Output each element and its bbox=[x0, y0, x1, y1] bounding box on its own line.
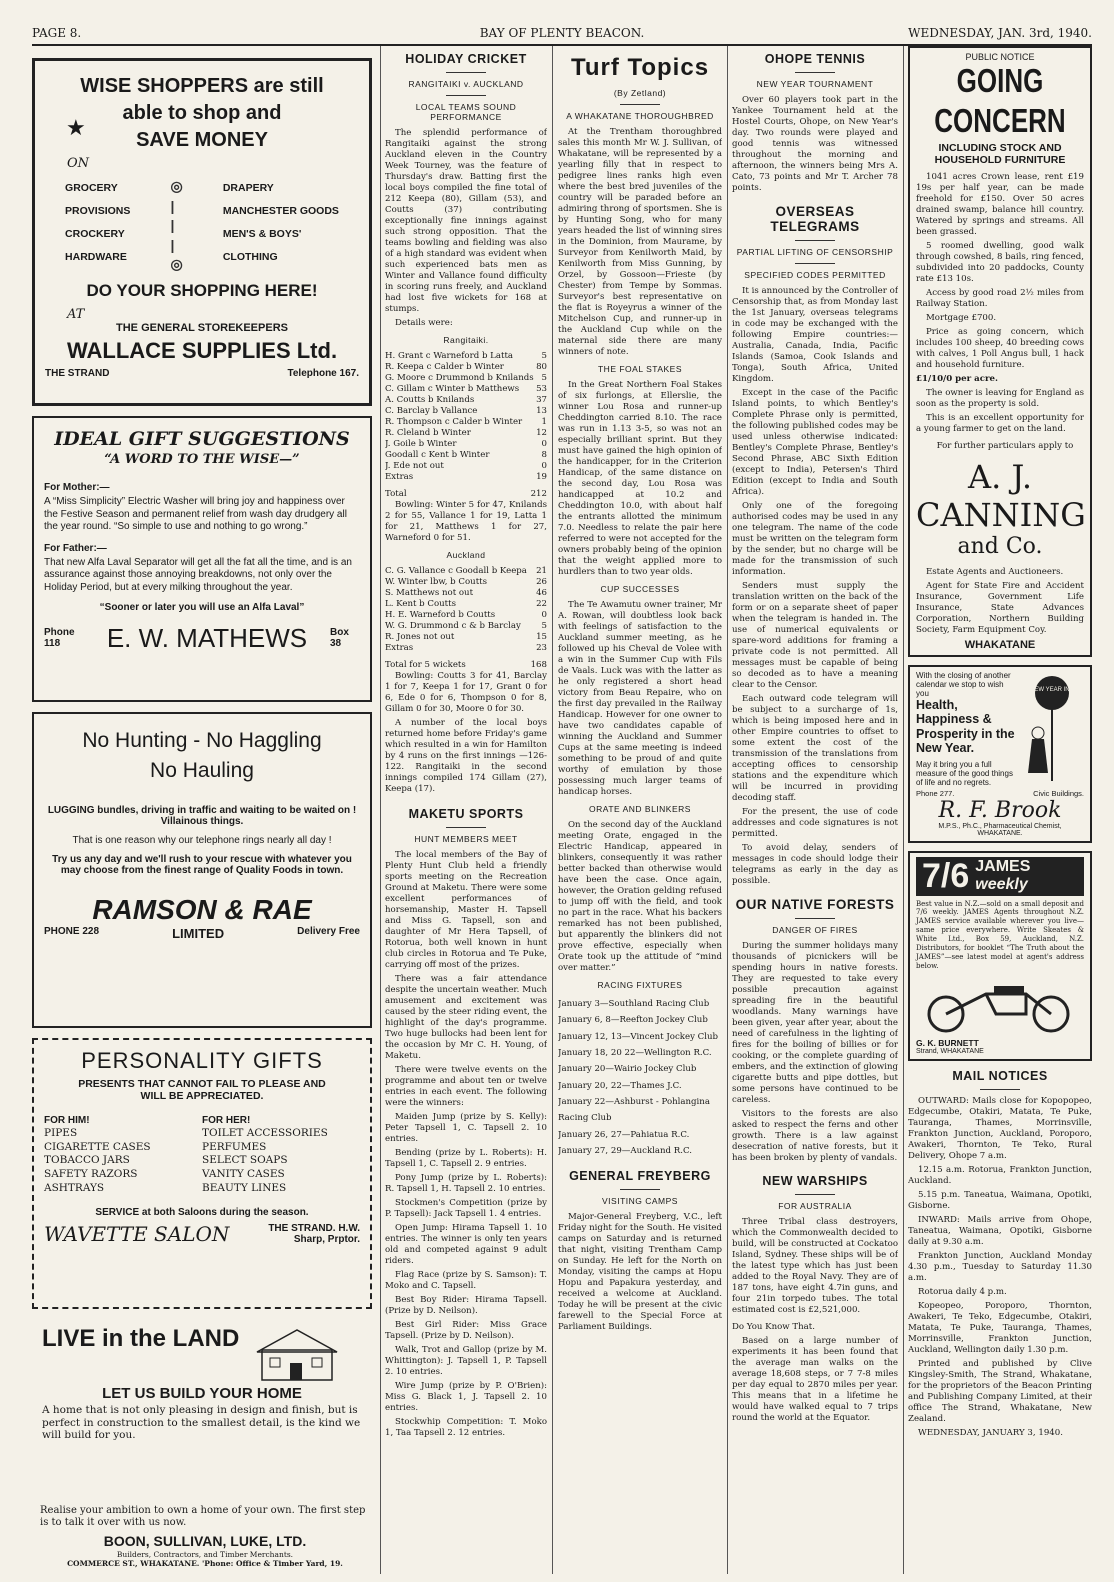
maketu-para: Stockwhip Competition: T. Moko 1, Taa Tapsell 2. 12 entries. bbox=[385, 1417, 547, 1438]
james-ad bbox=[908, 851, 1092, 1062]
score-row: J. Ede not out 0 bbox=[385, 461, 547, 471]
score-row: W. Winter lbw, b Coutts 26 bbox=[385, 577, 547, 587]
forests-subtitle: DANGER OF FIRES bbox=[772, 925, 858, 935]
score-total: Total for 5 wickets 168 bbox=[385, 660, 547, 670]
imprint-date: WEDNESDAY, JANUARY 3, 1940. bbox=[918, 1428, 1063, 1439]
issue-date: WEDNESDAY, JAN. 3rd, 1940. bbox=[908, 26, 1092, 40]
tennis-subtitle: NEW YEAR TOURNAMENT bbox=[756, 79, 874, 89]
concern-para: This is an excellent opportunity for a young farmer to get on the land. bbox=[916, 413, 1084, 434]
score-total: Total 212 bbox=[385, 489, 547, 499]
mathews-title: IDEAL GIFT SUGGESTIONS bbox=[54, 428, 350, 450]
score-row: Extras 19 bbox=[385, 472, 547, 482]
turf-section-foal: THE FOAL STAKES bbox=[597, 364, 683, 374]
boon-live-headline: LIVE in the LAND bbox=[42, 1325, 240, 1352]
telegrams-para: Each outward code telegram will be subject to a surcharge of 1s, which is being imposed here and in other Empire countries to offset to some extent the cost of the transmission of the translations from accepting offices to censorship stations and the expenditure which will be incurred in providing decoding staff. bbox=[732, 694, 898, 803]
tennis-para: Over 60 players took part in the Yankee Tournament held at the Hostel Courts, Ohope, on New Year's day. Two rounds were played and good tennis was witnessed throughout the morning and afternoon, the winners being Mrs A. Cato, 73 points and Mr T. Archer 78 points. bbox=[732, 95, 898, 193]
fixture-item: January 12, 13—Vincent Jockey Club bbox=[558, 1031, 719, 1042]
maketu-para: Open Jump: Hirama Tapsell 1. 10 entries. The winner is only ten years old and competed against 9 adult riders. bbox=[385, 1223, 547, 1266]
boon-let-us: LET US BUILD YOUR HOME bbox=[102, 1385, 302, 1402]
motorcycle-illustration-icon bbox=[916, 974, 1086, 1034]
ramson-name: RAMSON & RAE bbox=[92, 893, 312, 925]
score-row: C. Gillam c Winter b Matthews 53 bbox=[385, 384, 547, 394]
freyberg-title: GENERAL FREYBERG bbox=[569, 1169, 711, 1184]
auckland-scorecard bbox=[385, 566, 547, 671]
masthead bbox=[32, 24, 1092, 46]
concern-para: 5 roomed dwelling, good walk through cowshed, 8 bails, ring fenced, subdivided into 20 paddocks, County rate £13 10s. bbox=[916, 241, 1084, 284]
brook-phone: Phone 277. bbox=[916, 788, 955, 798]
imprint: Printed and published by Clive Kingsley-Smith, The Strand, Whakatane, for the proprietors of the Beacon Printing and Publishing Company Limited, at their office The Strand, Whakatane, New Zealand. bbox=[908, 1359, 1092, 1425]
going-concern-notice bbox=[908, 46, 1092, 657]
turf-para-2: In the Great Northern Foal Stakes of six furlongs, at Ellerslie, the winner Lou Rosa and runner-up Cheddington carried 8.10. The race was run in 1.13 3-5, so was not an especially brilliant sprint. But they must have gained the high opinion of the handicapper, for in the Criterion Handicap, of the same distance on the second day, Lou Rosa was handicapped at 10.2 and Cheddington 10.0, with about half the entrants allotted the minimum 7.0. Needless to relate the pair here referred to were not accepted for the owners probably being of the opinion that the weight applied more to hurdlers than to two year olds. bbox=[558, 380, 722, 577]
wallace-storekeepers: THE GENERAL STOREKEEPERS bbox=[116, 322, 288, 335]
canning-estate: Estate Agents and Auctioneers. bbox=[926, 567, 1064, 577]
wallace-cta: DO YOUR SHOPPING HERE! bbox=[86, 280, 318, 300]
maketu-para: Wire Jump (prize by P. O'Brien): Miss G. Black 1, J. Tapsell 2. 10 entries. bbox=[385, 1381, 547, 1413]
going-concern-title: GOING CONCERN bbox=[934, 60, 1066, 140]
cricket-column bbox=[385, 46, 547, 1574]
ramson-headline: No Hunting - No Haggling No Hauling bbox=[82, 729, 322, 783]
boon-trade: Builders, Contractors, and Timber Merchants. bbox=[116, 1549, 294, 1559]
forests-para: Visitors to the forests are also asked to respect the ferns and other growth. There is a law against desecration of native forests, but it has been broken by plenty of vandals. bbox=[732, 1109, 898, 1163]
score-row: W. G. Drummond c & b Barclay 5 bbox=[385, 621, 547, 631]
wallace-name: WALLACE SUPPLIES Ltd. bbox=[66, 338, 338, 364]
turf-title: Turf Topics bbox=[570, 54, 710, 81]
mail-para: INWARD: Mails arrive from Ohope, Taneatua, Waimana, Opotiki, Gisborne daily at 9.30 a.m. bbox=[908, 1215, 1092, 1248]
newspaper-title: BAY OF PLENTY BEACON. bbox=[479, 26, 645, 40]
boon-text-2: Realise your ambition to own a home of your own. The first step is to talk it over with us now. bbox=[40, 1505, 366, 1528]
fixture-item: January 26, 27—Pahiatua R.C. bbox=[558, 1129, 690, 1140]
maketu-para: Best Girl Rider: Miss Grace Tapsell. (Prize by D. Neilson). bbox=[385, 1320, 547, 1341]
tennis-title: OHOPE TENNIS bbox=[764, 52, 866, 66]
maketu-para: Flag Race (prize by S. Samson): T. Moko and C. Tapsell. bbox=[385, 1270, 547, 1291]
fixture-item: January 3—Southland Racing Club bbox=[558, 999, 710, 1009]
wavette-name: WAVETTE SALON bbox=[44, 1222, 230, 1247]
turf-section-orate: ORATE AND BLINKERS bbox=[589, 804, 691, 814]
mail-para: Frankton Junction, Auckland Monday 4.30 p.m., Tuesday to Saturday 11.30 a.m. bbox=[908, 1251, 1092, 1284]
concern-para: The owner is leaving for England as soon as the property is sold. bbox=[916, 388, 1084, 409]
ramson-limited: LIMITED bbox=[172, 925, 225, 941]
ramson-delivery: Delivery Free bbox=[297, 925, 360, 937]
james-name: JAMES bbox=[975, 858, 1031, 875]
mail-para: 5.15 p.m. Taneatua, Waimana, Opotiki, Gisborne. bbox=[908, 1190, 1092, 1212]
turf-subtitle: A WHAKATANE THOROUGHBRED bbox=[566, 111, 714, 121]
score-row: Extras 23 bbox=[385, 643, 547, 653]
brook-greeting: Health, Happiness & Prosperity in the New Year. bbox=[916, 698, 1015, 756]
cricket-para-2: A number of the local boys returned home before Friday's game which resulted in a win for Hamilton by 4 runs on the first innings —126-122. Rangitaiki in the second innings compiled 174 Gillam (27), Keepa (17). bbox=[385, 718, 547, 794]
mathews-name: E. W. MATHEWS bbox=[106, 622, 308, 653]
ramson-telephone: That is one reason why our telephone rings nearly all day ! bbox=[72, 834, 332, 846]
wallace-street: THE STRAND bbox=[45, 368, 110, 380]
telegrams-subtitle-2: SPECIFIED CODES PERMITTED bbox=[744, 270, 886, 280]
brook-credentials: M.P.S., Ph.C., Pharmaceutical Chemist, WHAKATANE. bbox=[938, 822, 1062, 837]
turf-byline: (By Zetland) bbox=[613, 88, 667, 98]
canning-name: A. J. CANNING bbox=[916, 458, 1086, 534]
wallace-phone: Telephone 167. bbox=[287, 368, 359, 380]
mail-para: 12.15 a.m. Rotorua, Frankton Junction, Auckland. bbox=[908, 1165, 1092, 1187]
mathews-father-text: That new Alfa Laval Separator will get all the fat all the time, and is an assurance against those annoying breakdowns, not only over the Holiday Period, but at every milking throughout the year. bbox=[44, 556, 352, 593]
concern-para: Price as going concern, which includes 100 sheep, 40 breeding cows with calves, 1 Poll Angus bull, 1 hack and household furniture. bbox=[916, 327, 1084, 370]
mail-para: Kopeopeo, Poroporo, Thornton, Awakeri, Te Teko, Edgecumbe, Otakiri, Matata, Te Puke, Tauranga, Thames, Morrinsville, Frankton Junction, Auckland, Wellington daily 1.30 p.m. bbox=[908, 1301, 1092, 1356]
forests-title: OUR NATIVE FORESTS bbox=[735, 897, 895, 912]
score-row: A. Coutts b Knilands 37 bbox=[385, 395, 547, 405]
ramson-ad bbox=[32, 712, 372, 1028]
maketu-para: Best Boy Rider: Hirama Tapsell. (Prize by D. Neilson). bbox=[385, 1295, 547, 1316]
turf-para-1: At the Trentham thoroughbred sales this month Mr W. J. Sullivan, of Whakatane, will be represented by a yearling filly that in respect to pedigree lines ranks high even where the best bred juveniles of the country will be paraded before an admiring throng of sportsmen. She is by Hunting Song, who for many years headed the list of winning sires in the Dominion, from Maurame, by Surveyor from Kenilworth Maid, by Kenilworth from Miss Gunning, by Orzel, by Gossoon—Frieste (by Chester) from Tempe by Sommas. Surveyor's best representative on the flat is Royeyrus a winner of the Mitchelson Cup, and runner-up in the Auckland Cup while on the maternal side there are many winners of note. bbox=[558, 127, 722, 357]
maketu-para: Stockmen's Competition (prize by P. Tapsell): Jack Tapsell 1. 4 entries. bbox=[385, 1198, 547, 1219]
cricket-para-1: The splendid performance of Rangitaiki against the strong Auckland eleven in the Country Week Tourney, was the feature of Thursday's draw. Batting first the local boys compiled the fine total of 212 Keepa (80), Gillam (53), and Coutts (37) contributing exceptionally fine innings against such strong opposition. That the teams bowling and fielding was also of a high standard was evident when such experienced bats men as Winter and Vallance found difficulty in scoring runs freely, and Auckland had lost five wickets for 168 at stumps. bbox=[385, 128, 547, 314]
brook-intro: With the closing of another calendar we stop to wish you bbox=[916, 671, 1011, 698]
chain-ornament-icon: ◎ | | | ◎ bbox=[170, 178, 183, 273]
mail-para: Rotorua daily 4 p.m. bbox=[918, 1287, 1007, 1298]
freyberg-para: Major-General Freyberg, V.C., left Friday night for the South. He visited camps on Saturday and is returned that night, visiting Trentham Camp on Sunday. He left for the North on Monday, visiting the camps at Hopu Hopu and Papakura yesterday, and received a welcome at Auckland. Today he will be present at the civic farewell to the Special Force at Parliament Buildings. bbox=[558, 1212, 722, 1333]
boon-address: COMMERCE ST., WHAKATANE. 'Phone: Office & Timber Yard, 19. bbox=[67, 1558, 343, 1568]
warships-subtitle: FOR AUSTRALIA bbox=[778, 1201, 852, 1211]
telegrams-para: Senders must supply the translation written on the back of the form or on a separate sheet of paper when the telegram is handed in. The use of numerical equivalents or spare-word additions for framing a private code is not permitted. All messages must be capable of being so decoded as to have a meaning clear to the Censor. bbox=[732, 581, 898, 690]
news-column bbox=[732, 46, 898, 1574]
house-illustration-icon bbox=[242, 1325, 362, 1385]
brook-wish: May it bring you a full measure of the good things of life and no regrets. bbox=[916, 759, 1013, 787]
fixture-item: January 20—Wairio Jockey Club bbox=[558, 1064, 697, 1075]
boon-ad bbox=[32, 1319, 372, 1501]
brook-ad bbox=[908, 665, 1092, 843]
know-title: Do You Know That. bbox=[732, 1322, 815, 1332]
wallace-departments: GROCERY PROVISIONS CROCKERY HARDWARE ◎ | | | ◎ DRAPERY MANCHESTER GOODS MEN'S & BOYS' CLOTHING bbox=[45, 177, 359, 275]
maketu-para: There were twelve events on the programme and about ten or twelve entries in each event. The following were the winners: bbox=[385, 1065, 547, 1108]
freyberg-subtitle: VISITING CAMPS bbox=[602, 1196, 678, 1207]
wavette-her-heading: FOR HER! bbox=[202, 1115, 251, 1126]
fixture-item: January 18, 20 22—Wellington R.C. bbox=[558, 1047, 712, 1058]
cricket-title: HOLIDAY CRICKET bbox=[405, 52, 527, 66]
telegrams-para: To avoid delay, senders of messages in code should lodge their telegrams as early in the day as possible. bbox=[732, 843, 898, 886]
wallace-ad bbox=[32, 58, 372, 406]
mathews-father-heading: For Father:— bbox=[44, 542, 107, 554]
ramson-try-us: Try us any day and we'll rush to your rescue with whatever you may choose from the finest range of Quality Foods in town. bbox=[52, 853, 352, 876]
ramson-phone: PHONE 228 bbox=[44, 925, 100, 937]
mail-notices bbox=[908, 1069, 1092, 1439]
rangitaiki-scorecard bbox=[385, 351, 547, 500]
wavette-subtitle: PRESENTS THAT CANNOT FAIL TO PLEASE AND WILL BE APPRECIATED. bbox=[78, 1078, 326, 1102]
canning-co: and Co. bbox=[957, 534, 1043, 559]
inn-sign-illustration-icon bbox=[1020, 673, 1084, 783]
warships-para: Three Tribal class destroyers, which the Commonwealth decided to build, will be constructed at Cockatoo Island, Sydney. These ships will be of the latest type which has just been added to the Royal Navy. They are of 187 tons, have eight 4.7in guns, and four 21in torpedo tubes. The total estimated cost is £2,521,000. bbox=[732, 1217, 898, 1315]
telegrams-para: It is announced by the Controller of Censorship that, as from Monday last the 1st January, overseas telegrams in code may be exchanged with the following Empire countries:—Australia, Canada, India, Pacific Islands (Samoa, Cook Islands and Tonga), South Africa, United Kingdom. bbox=[732, 286, 898, 384]
ramson-lugging: LUGGING bundles, driving in traffic and waiting to be waited on ! Villainous things. bbox=[47, 804, 357, 827]
wallace-on: ON bbox=[67, 156, 90, 171]
wallace-headline: WISE SHOPPERS are still able to shop and SAVE MONEY bbox=[80, 75, 324, 151]
score-row: C. G. Vallance c Goodall b Keepa 21 bbox=[385, 566, 547, 576]
concern-apply: For further particulars apply to bbox=[936, 441, 1074, 451]
james-text: Best value in N.Z.—sold on a small deposit and 7/6 weekly. JAMES Agents throughout N.Z. JAMES service available wherever you live—same price everywhere. Write Skeates & White Ltd., Box 59, Auckland, N.Z. Distributors, for booklet “The Truth about the JAMES”—see latest model at agent's address below. bbox=[916, 899, 1084, 971]
score-row: H. Grant c Warneford b Latta 5 bbox=[385, 351, 547, 361]
ads-column bbox=[32, 58, 372, 1574]
wavette-ad bbox=[32, 1038, 372, 1309]
score-row: C. Barclay b Vallance 13 bbox=[385, 406, 547, 416]
page-number: PAGE 8. bbox=[32, 26, 82, 40]
mathews-mother-heading: For Mother:— bbox=[44, 482, 110, 493]
brook-address: Civic Buildings. bbox=[1033, 788, 1084, 798]
mathews-tagline: “A WORD TO THE WISE—” bbox=[104, 452, 300, 467]
canning-agencies: Agent for State Fire and Accident Insurance, Government Life Insurance, State Advances Corporation, Northern Building Society, Farm Equipment Coy. bbox=[916, 581, 1084, 635]
racing-fixtures-list bbox=[558, 996, 722, 1159]
cricket-subtitle: RANGITAIKI v. AUCKLAND bbox=[408, 79, 524, 89]
cricket-subtitle-2: LOCAL TEAMS SOUND PERFORMANCE bbox=[415, 102, 517, 122]
james-weekly: weekly bbox=[975, 876, 1028, 893]
score-row: R. Thompson c Calder b Winter 1 bbox=[385, 417, 547, 427]
score-row: R. Cleland b Winter 12 bbox=[385, 428, 547, 438]
turf-section-cup: CUP SUCCESSES bbox=[600, 584, 680, 594]
maketu-subtitle: HUNT MEMBERS MEET bbox=[414, 834, 518, 844]
mail-para: OUTWARD: Mails close for Kopopopeo, Edgecumbe, Otakiri, Matata, Te Puke, Tauranga, Thames, Morrinsville, Frankton Junction, Auckland, Poroporo, Awakeri, Thornton, Te Teko, Rural Delivery, Ohope 7 a.m. bbox=[908, 1096, 1092, 1162]
score-row: R. Keepa c Calder b Winter 80 bbox=[385, 362, 547, 372]
mail-title: MAIL NOTICES bbox=[952, 1069, 1048, 1084]
wavette-him-heading: FOR HIM! bbox=[44, 1115, 90, 1126]
canning-town: WHAKATANE bbox=[964, 639, 1036, 651]
fixture-item: January 22—Ashburst - Pohlangina Racing Club bbox=[558, 1096, 710, 1124]
maketu-para: Maiden Jump (prize by S. Kelly): Peter Tapsell 1, C. Tapsell 2. 10 entries. bbox=[385, 1112, 547, 1144]
mathews-quote: “Sooner or later you will use an Alfa Laval” bbox=[99, 602, 305, 613]
turf-column bbox=[558, 46, 722, 1574]
forests-para: During the summer holidays many thousands of picnickers will be spending hours in native forests. They are requested to take every possible precaution against spreading fire in the beautiful woodlands. Many warnings have been given, year after year, about the need of carefulness in the lighting of fires for the boiling of billies or for cooking, or the complete guarding of embers, and the extinction of glowing cigarette butts and pipe dottles, but some persons have continued to be careless. bbox=[732, 941, 898, 1105]
wavette-address: THE STRAND. H.W. Sharp, Prptor. bbox=[268, 1223, 360, 1246]
telegrams-title: OVERSEAS TELEGRAMS bbox=[770, 204, 860, 234]
turf-para-3: The Te Awamutu owner trainer, Mr A. Rowan, will doubtless look back with feelings of satisfaction to the Auckland summer meeting, as he followed up his Cheval de Volee with a win in the Summer Cup with Fils de Vaals. Luck was with the latter as he only registered a short head victory from Beau Repaire, who on the first day prevailed in the Railway Handicap. However for one owner to have two candidates capable of winning the Auckland and Summer Cups at the same meeting is indeed something to be proud of and quite worthy of emulation by those possessing much larger teams of handicap horses. bbox=[558, 600, 722, 797]
cricket-team-1: Rangitaiki. bbox=[443, 335, 489, 345]
star-icon: ★ bbox=[66, 116, 86, 141]
score-row: J. Goile b Winter 0 bbox=[385, 439, 547, 449]
fixture-item: January 20, 22—Thames J.C. bbox=[558, 1080, 682, 1091]
mathews-phone: Phone 118 bbox=[44, 627, 75, 649]
maketu-para: Pony Jump (prize by L. Roberts): R. Tapsell 1, H. Tapsell 2. 10 entries. bbox=[385, 1173, 547, 1194]
notices-column bbox=[908, 46, 1092, 1574]
warships-title: NEW WARSHIPS bbox=[762, 1174, 868, 1188]
score-row: R. Jones not out 15 bbox=[385, 632, 547, 642]
fixture-item: January 27, 29—Auckland R.C. bbox=[558, 1145, 692, 1156]
score-row: G. Moore c Drummond b Knilands 5 bbox=[385, 373, 547, 383]
brook-signature: R. F. Brook bbox=[938, 797, 1062, 823]
mathews-mother-text: A “Miss Simplicity” Electric Washer will bring joy and happiness over the Festive Season and permanent relief from wash day drudgery all the year round. “So simple to use and nothing to go wrong.” bbox=[44, 496, 347, 532]
wavette-service: SERVICE at both Saloons during the season. bbox=[95, 1207, 309, 1219]
concern-para: Access by good road 2½ miles from Railway Station. bbox=[916, 288, 1084, 309]
wavette-gift-lists: FOR HIM! PIPES CIGARETTE CASES TOBACCO JARS SAFETY RAZORS ASHTRAYS FOR HER! TOILET ACCESSORIES PERFUMES SELECT SOAPS VANITY CASES BEAUTY LINES bbox=[44, 1114, 360, 1195]
wallace-at: AT bbox=[67, 307, 85, 323]
know-para: Based on a large number of experiments it has been found that the average man walks on the average 18,608 steps, or 7 7-8 miles per day equal to 2870 miles per year. This means that in a lifetime he would have walked equal to 7 trips round the world at the Equator. bbox=[732, 1336, 898, 1423]
maketu-para: The local members of the Bay of Plenty Hunt Club held a friendly sports meeting on the Recreation Ground at Maketu. There were some excellent performances of horsemanship, Master H. Tapsell and Miss G. Tapsell, son and daughter of Mr Hera Tapsell, of Rotorua, both well known in hunt club circles in Rotorua and Te Puke, carrying off most of the prizes. bbox=[385, 850, 547, 970]
james-address: Strand, WHAKATANE bbox=[916, 1048, 984, 1056]
turf-para-4: On the second day of the Auckland meeting Orate, engaged in the Electric Handicap, appeared in blinkers, consequently it was rather better backed than otherwise would have been the case. Once again, however, the Oration gelding refused to jump off with the field, and took no part in the race. What his backers remarked has not been published, but apparently the blinkers did not prove effective, especially when Orate took up the attitude of “mind over matter.” bbox=[558, 820, 722, 973]
public-notice-label: PUBLIC NOTICE bbox=[965, 52, 1035, 62]
concern-para: 1041 acres Crown lease, rent £19 19s per half year, can be made freehold for £150. Over 50 acres drained swamp, balance hill country. Watered by springs and streams. All been grassed. bbox=[916, 172, 1084, 237]
score-row: L. Kent b Coutts 22 bbox=[385, 599, 547, 609]
maketu-para: Walk, Trot and Gallop (prize by M. Whittington): J. Tapsell 1, P. Tapsell 2. 10 entries. bbox=[385, 1345, 547, 1377]
wavette-title: PERSONALITY GIFTS bbox=[81, 1048, 323, 1073]
telegrams-para: Only one of the foregoing authorised codes may be used in any one telegram. The name of the code must be written on the telegram form by the sender, but no charge will be made for the transmission of such information. bbox=[732, 501, 898, 577]
score-row: Goodall c Kent b Winter 8 bbox=[385, 450, 547, 460]
james-price: 7/6 bbox=[922, 856, 970, 895]
cricket-bowling-2: Bowling: Coutts 3 for 41, Barclay 1 for 7, Keepa 1 for 17, Grant 0 for 6, Ede 0 for 6, Thompson 0 for 8, Gillam 0 for 30, Moore 0 for 30. bbox=[385, 671, 547, 714]
boon-ad-footer bbox=[40, 1505, 370, 1568]
telegrams-subtitle: PARTIAL LIFTING OF CENSORSHIP bbox=[736, 247, 894, 257]
maketu-para: There was a fair attendance despite the uncertain weather. Much amusement and excitement was caused by the steer riding event, the highlight of the day's programme. Two huge bullocks had been lent for the occasion by Mr C. H. Young, of Maketu. bbox=[385, 974, 547, 1061]
boon-name: BOON, SULLIVAN, LUKE, LTD. bbox=[103, 1533, 307, 1549]
mathews-box: Box 38 bbox=[329, 627, 349, 649]
boon-text-1: A home that is not only pleasing in design and finish, but is perfect in construction to the smallest detail, is the kind we will build for you. bbox=[42, 1404, 361, 1442]
concern-para: Mortgage £700. bbox=[926, 313, 997, 323]
telegrams-para: Except in the case of the Pacific Island points, to which Bentley's Complete Phrase only is permitted, the following published codes may be used unless otherwise indicated: Bentley's Complete Phrase, Bentley's Second Phrase, ABC Sixth Edition (except to India), Petersen's Third Edition (except to India and South Africa). bbox=[732, 388, 898, 497]
cricket-team-2: Auckland bbox=[446, 550, 486, 560]
fixture-item: January 6, 8—Reefton Jockey Club bbox=[558, 1015, 708, 1026]
turf-section-fixtures: RACING FIXTURES bbox=[597, 980, 683, 990]
maketu-title: MAKETU SPORTS bbox=[408, 807, 524, 821]
going-concern-subtitle: INCLUDING STOCK AND HOUSEHOLD FURNITURE bbox=[934, 142, 1066, 166]
score-row: H. E. Warneford b Coutts 0 bbox=[385, 610, 547, 620]
james-agent: G. K. BURNETT bbox=[916, 1038, 979, 1049]
mathews-ad bbox=[32, 416, 372, 702]
cricket-bowling-1: Bowling: Winter 5 for 47, Knilands 2 for 55, Vallance 1 for 19, Latta 1 for 21, Matthews 1 for 27, Warneford 0 for 51. bbox=[385, 500, 547, 543]
score-row: S. Matthews not out 46 bbox=[385, 588, 547, 598]
cricket-details: Details were: bbox=[395, 318, 453, 328]
concern-price: £1/10/0 per acre. bbox=[916, 374, 998, 384]
maketu-para: Bending (prize by L. Roberts): H. Tapsell 1, C. Tapsell 2. 9 entries. bbox=[385, 1148, 547, 1169]
telegrams-para: For the present, the use of code addresses and code signatures is not permitted. bbox=[732, 807, 898, 839]
inn-sign-label: NEW YEAR INN bbox=[1030, 687, 1074, 693]
